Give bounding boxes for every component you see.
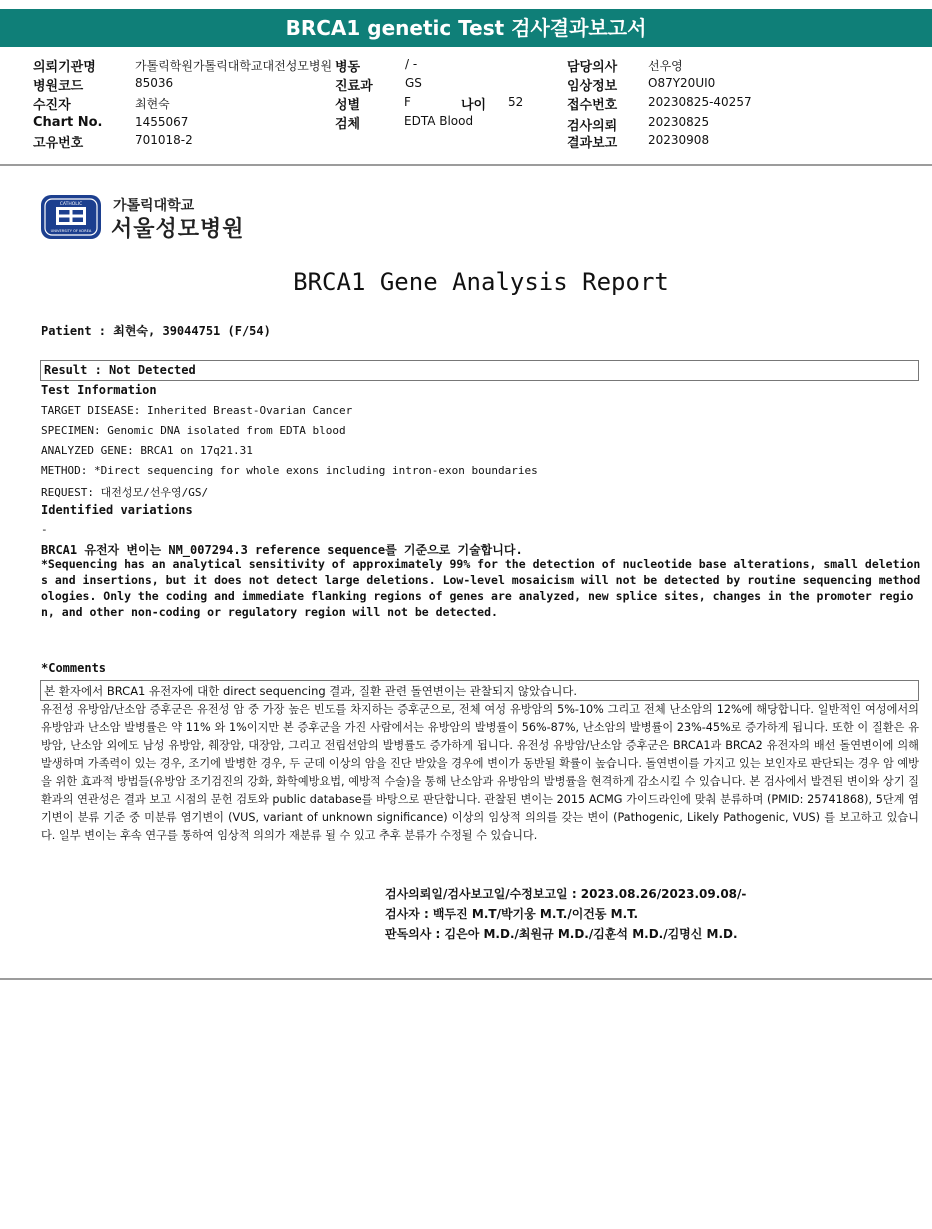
target-disease: TARGET DISEASE: Inherited Breast-Ovarian Cancer (41, 404, 353, 417)
age-label: 나이 (461, 98, 487, 113)
sensitivity-note: *Sequencing has an analytical sensitivity of approximately 99% for the detection of nucleotide base alterations, small deletions and insertions, but it does not detect large deletions. Low-level mosaicism will not be detected by routine sequencing methodologies. Only the coding and immediate flanking regions of genes are analyzed, new splice sites, changes in the promoter region, and other non-coding or regulatory region will not be detected. (41, 557, 921, 619)
test-information-heading: Test Information (41, 383, 157, 397)
specimen-label: 검체 (335, 117, 361, 132)
age-value: 52 (508, 95, 524, 109)
chart-no-value: 1455067 (135, 115, 189, 129)
hospital-code-label: 병원코드 (33, 79, 84, 94)
report-dates: 검사의뢰일/검사보고일/수정보고일 : 2023.08.26/2023.09.08/- (385, 887, 747, 901)
catholic-emblem-icon (40, 194, 102, 240)
sex-label: 성별 (335, 98, 361, 113)
clinical-info-label: 임상정보 (567, 79, 618, 94)
specimen-value: EDTA Blood (404, 114, 474, 128)
department-value: GS (405, 76, 422, 90)
clinical-info-value: O87Y20UI0 (648, 76, 716, 90)
receipt-number-label: 접수번호 (567, 98, 618, 113)
ward-value: / - (405, 57, 418, 71)
comments-heading: *Comments (41, 661, 107, 675)
result-box (40, 360, 919, 381)
receipt-number-value: 20230825-40257 (648, 95, 752, 109)
report-title: BRCA1 Gene Analysis Report (293, 268, 669, 296)
comment-body: 유전성 유방암/난소암 증후군은 유전성 암 중 가장 높은 빈도를 차지하는 증후군으로, 전체 여성 유방암의 5%-10% 그리고 전체 난소암의 12%에 해당합니다. 일반적인 여성에서의 유방암과 난소암 발병률은 약 11% 와 1%이지만 본 증후군을 가진 사람에서는 유방암의 발병률이 56%-87%, 난소암의 발병률이 23%-45%로 증가하게 됩니다. 또한 이 질환은 유방암, 난소암 외에도 남성 유방암, 췌장암, 대장암, 그리고 전립선암의 발병률도 증가하게 됩니다. 유전성 유방암/난소암 증후군은 BRCA1과 BRCA2 유전자의 배선 돌연변이에 의해 발생하며 가족력이 있는 경우, 조기에 발병한 경우, 두 군데 이상의 암을 진단 받았을 경우에 변이가 동반될 확률이 높습니다. 돌연변이를 가지고 있는 보인자로 판단되는 경우 암 예방을 위한 효과적 방법들(유방암 조기검진의 강화, 화학예방요법, 예방적 수술)을 통해 난소암과 유방암의 발병률을 현격하게 감소시킬 수 있습니다. 본 검사에서 발견된 변이와 상기 질환과의 연관성은 결과 보고 시점의 문헌 검토와 public database를 바탕으로 판단합니다. 관찰된 변이는 2015 ACMG 가이드라인에 맞춰 분류하며 (PMID: 25741868), 5단계 염기변이 분류 기준 중 미분류 염기변이 (VUS, variant of unknown significance) 이상의 임상적 의의를 갖는 변이 (Pathogenic, Likely Pathogenic, VUS) 를 보고하고 있습니다. 일부 변이는 후속 연구를 통하여 임상적 의의가 재분류 될 수 있고 추후 분류가 수정될 수 있습니다. (41, 703, 919, 842)
identified-variations-value: - (41, 523, 48, 536)
specimen: SPECIMEN: Genomic DNA isolated from EDTA blood (41, 424, 346, 437)
test-request-label: 검사의뢰 (567, 119, 618, 134)
footer-divider (0, 978, 932, 980)
unique-id-label: 고유번호 (33, 136, 84, 151)
patient-name-label: 수진자 (33, 98, 71, 113)
emblem-text-top: CATHOLIC (59, 202, 83, 207)
ward-label: 병동 (335, 56, 360, 75)
method: METHOD: *Direct sequencing for whole exons including intron-exon boundaries (41, 464, 538, 477)
test-request-value: 20230825 (648, 115, 710, 129)
emblem-text-bottom: UNIVERSITY OF KOREA (50, 229, 92, 233)
logo-university-name: 가톨릭대학교 (113, 198, 195, 214)
analyzed-gene: ANALYZED GENE: BRCA1 on 17q21.31 (41, 444, 253, 457)
header-divider (0, 164, 932, 166)
testers: 검사자 : 백두진 M.T/박기웅 M.T./이건동 M.T. (385, 907, 639, 921)
comment-summary: 본 환자에서 BRCA1 유전자에 대한 direct sequencing 결과, 질환 관련 돌연변이는 관찰되지 않았습니다. (44, 684, 578, 698)
report-header-title: BRCA1 genetic Test 검사결과보고서 (285, 16, 647, 40)
patient-line: Patient : 최현숙, 39044751 (F/54) (41, 324, 271, 338)
report-title-bar (0, 9, 932, 47)
attending-physician-value: 선우영 (648, 59, 683, 73)
chart-no-label: Chart No. (33, 115, 103, 130)
requesting-institution-value: 가톨릭학원가톨릭대학교대전성모병원 (135, 59, 333, 73)
result-text: Result : Not Detected (44, 363, 196, 377)
logo-hospital-name: 서울성모병원 (111, 217, 245, 242)
identified-variations-heading: Identified variations (41, 503, 193, 517)
requesting-institution-label: 의뢰기관명 (33, 60, 96, 75)
comment-summary-box (40, 680, 919, 701)
hospital-code-value: 85036 (135, 76, 174, 90)
patient-name-value: 최현숙 (135, 97, 170, 111)
result-report-label: 결과보고 (567, 136, 618, 151)
result-report-value: 20230908 (648, 133, 710, 147)
unique-id-value: 701018-2 (135, 133, 193, 147)
sex-value: F (404, 95, 411, 109)
reading-physicians: 판독의사 : 김은아 M.D./최원규 M.D./김훈석 M.D./김명신 M.D. (385, 927, 738, 941)
patient-header (0, 54, 932, 154)
request: REQUEST: 대전성모/선우영/GS/ (41, 486, 209, 499)
reference-sequence-note: BRCA1 유전자 변이는 NM_007294.3 reference sequence를 기준으로 기술합니다. (41, 543, 523, 557)
attending-physician-label: 담당의사 (567, 60, 618, 75)
department-label: 진료과 (335, 79, 373, 94)
